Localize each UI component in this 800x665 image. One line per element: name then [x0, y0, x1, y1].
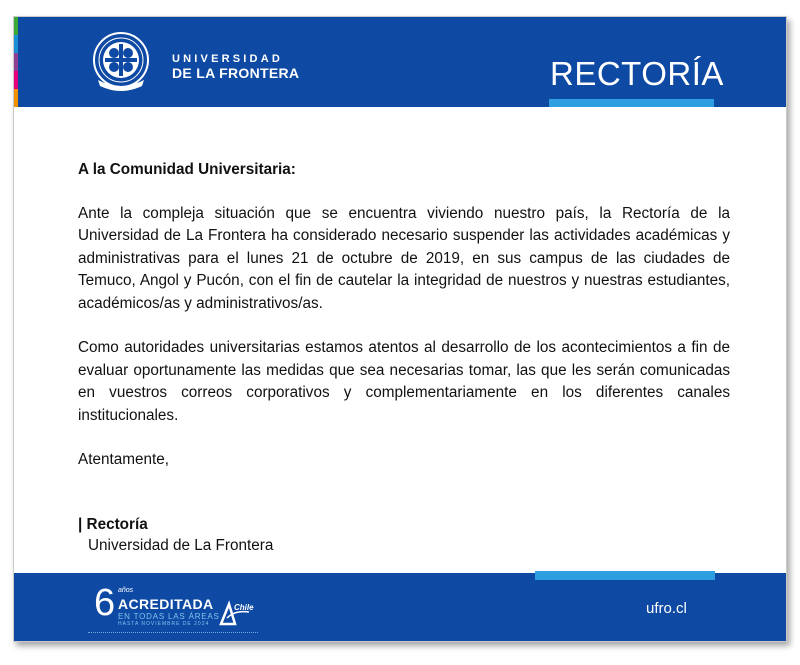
- accreditation-scope: EN TODAS LAS ÁREAS: [118, 612, 220, 621]
- title-accent-bar: [549, 99, 714, 107]
- header-banner: [14, 17, 786, 107]
- letter-paragraph-2: Como autoridades universitarias estamos atentos al desarrollo de los acontecimientos a fin de evaluar oportunamente las medidas que sea necesarias tomar, las que les serán comunicadas en vuestros correos corporativos y complementariamente en los diferentes canales institucionales.: [78, 339, 730, 424]
- accreditation-until: HASTA NOVIEMBRE DE 2024: [118, 621, 210, 627]
- accreditation-years-word: años: [118, 587, 134, 594]
- letter-paragraph-1: Ante la compleja situación que se encuentra viviendo nuestro país, la Rectoría de la Universidad de La Frontera ha considerado necesario suspender las actividades académicas y administrativas para el lunes 21 de octubre de 2019, en sus campus de las ciudades de Temuco, Angol y Pucón, con el fin de cautelar la integridad de nuestros y nuestras estudiantes, académicos/as y administrativos/as.: [78, 204, 730, 312]
- accreditation-years: 6: [94, 582, 116, 624]
- cna-logo-text: Chile: [234, 603, 254, 612]
- letter-body: [78, 159, 730, 556]
- letter-frame: [13, 16, 787, 642]
- accreditation-label: ACREDITADA: [118, 596, 214, 612]
- footer-banner: [14, 573, 786, 641]
- accreditation-fine-print: [88, 632, 258, 635]
- letter-greeting: A la Comunidad Universitaria:: [78, 161, 296, 178]
- signature-organization: Universidad de La Frontera: [88, 536, 274, 554]
- color-strip: [14, 17, 18, 107]
- university-seal-icon: [90, 30, 152, 92]
- website-link[interactable]: ufro.cl: [646, 600, 687, 617]
- letter-closing: Atentamente,: [78, 451, 169, 468]
- university-name-line1: UNIVERSIDAD: [172, 53, 283, 65]
- footer-accent-bar: [535, 571, 715, 580]
- section-title: RECTORÍA: [550, 55, 724, 92]
- university-name-line2: DE LA FRONTERA: [172, 65, 300, 81]
- signature-title: | Rectoría: [78, 515, 148, 533]
